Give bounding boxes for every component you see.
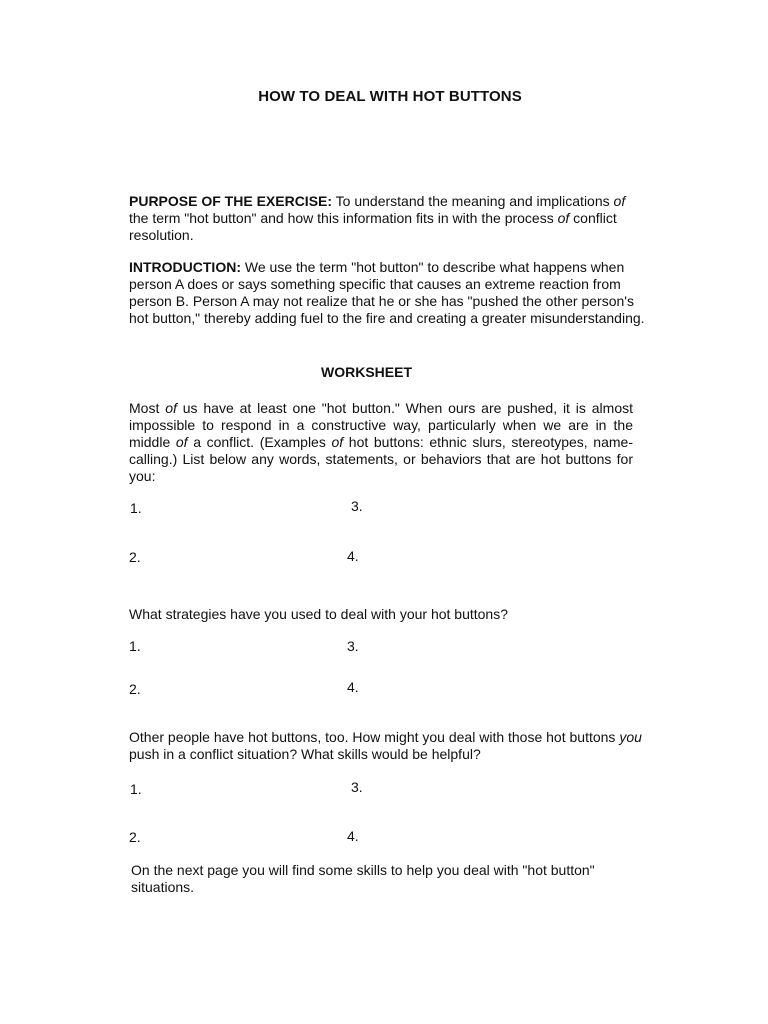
list-1-item-2: 2. xyxy=(129,549,141,565)
worksheet-intro-paragraph xyxy=(129,400,633,485)
worksheet-intro-t4: hot buttons: ethnic slurs, stereotypes, name-calling.) List below any words, statements, or behaviors that are hot buttons for you: xyxy=(129,434,633,484)
worksheet-intro-of-3: of xyxy=(331,434,344,450)
list-1-item-3: 3. xyxy=(351,498,363,514)
list-2-item-4: 4. xyxy=(347,679,359,695)
others-question-you: you xyxy=(619,729,642,745)
others-question-t1: Other people have hot buttons, too. How might you deal with those hot buttons xyxy=(129,729,620,745)
purpose-text-3: conflict resolution. xyxy=(129,210,617,243)
list-3-item-2: 2. xyxy=(129,829,141,845)
worksheet-intro-of-2: of xyxy=(175,434,188,450)
introduction-paragraph xyxy=(129,259,649,327)
list-3-item-3: 3. xyxy=(351,779,363,795)
worksheet-intro-t2: us have at least one "hot button." When ours are pushed, it is almost impossible to respond in a constructive way, particularly when we are in the middle xyxy=(129,400,633,450)
introduction-label: INTRODUCTION: xyxy=(129,259,241,275)
purpose-paragraph xyxy=(129,193,637,244)
purpose-text-1: To understand the meaning and implications xyxy=(332,193,614,209)
list-3-item-4: 4. xyxy=(347,828,359,844)
purpose-label: PURPOSE OF THE EXERCISE: xyxy=(129,193,333,209)
purpose-of-2: of xyxy=(557,210,570,226)
worksheet-intro-t3: a conflict. (Examples xyxy=(187,434,332,450)
list-2-item-3: 3. xyxy=(347,638,359,654)
purpose-of-1: of xyxy=(613,193,626,209)
others-question xyxy=(129,729,669,763)
list-1-item-4: 4. xyxy=(347,548,359,564)
list-1-item-1: 1. xyxy=(130,500,142,516)
list-3-item-1: 1. xyxy=(130,781,142,797)
worksheet-intro-t1: Most xyxy=(129,400,166,416)
others-question-t2: push in a conflict situation? What skills would be helpful? xyxy=(129,746,481,762)
closing-paragraph: On the next page you will find some skills to help you deal with "hot button" situations. xyxy=(131,862,595,895)
list-2-item-2: 2. xyxy=(129,681,141,697)
list-2-item-1: 1. xyxy=(129,638,141,654)
strategies-question: What strategies have you used to deal with your hot buttons? xyxy=(129,606,509,622)
worksheet-intro-of-1: of xyxy=(165,400,177,416)
page-title: HOW TO DEAL WITH HOT BUTTONS xyxy=(258,88,522,105)
purpose-text-2: the term "hot button" and how this information fits in with the process xyxy=(129,210,558,226)
worksheet-heading: WORKSHEET xyxy=(321,364,412,380)
introduction-text: We use the term "hot button" to describe what happens when person A does or says something specific that causes an extreme reaction from person B. Person A may not realize that he or she has "pushed the other person's hot button," thereby adding fuel to the fire and creating a greater misunderstanding. xyxy=(129,259,645,326)
